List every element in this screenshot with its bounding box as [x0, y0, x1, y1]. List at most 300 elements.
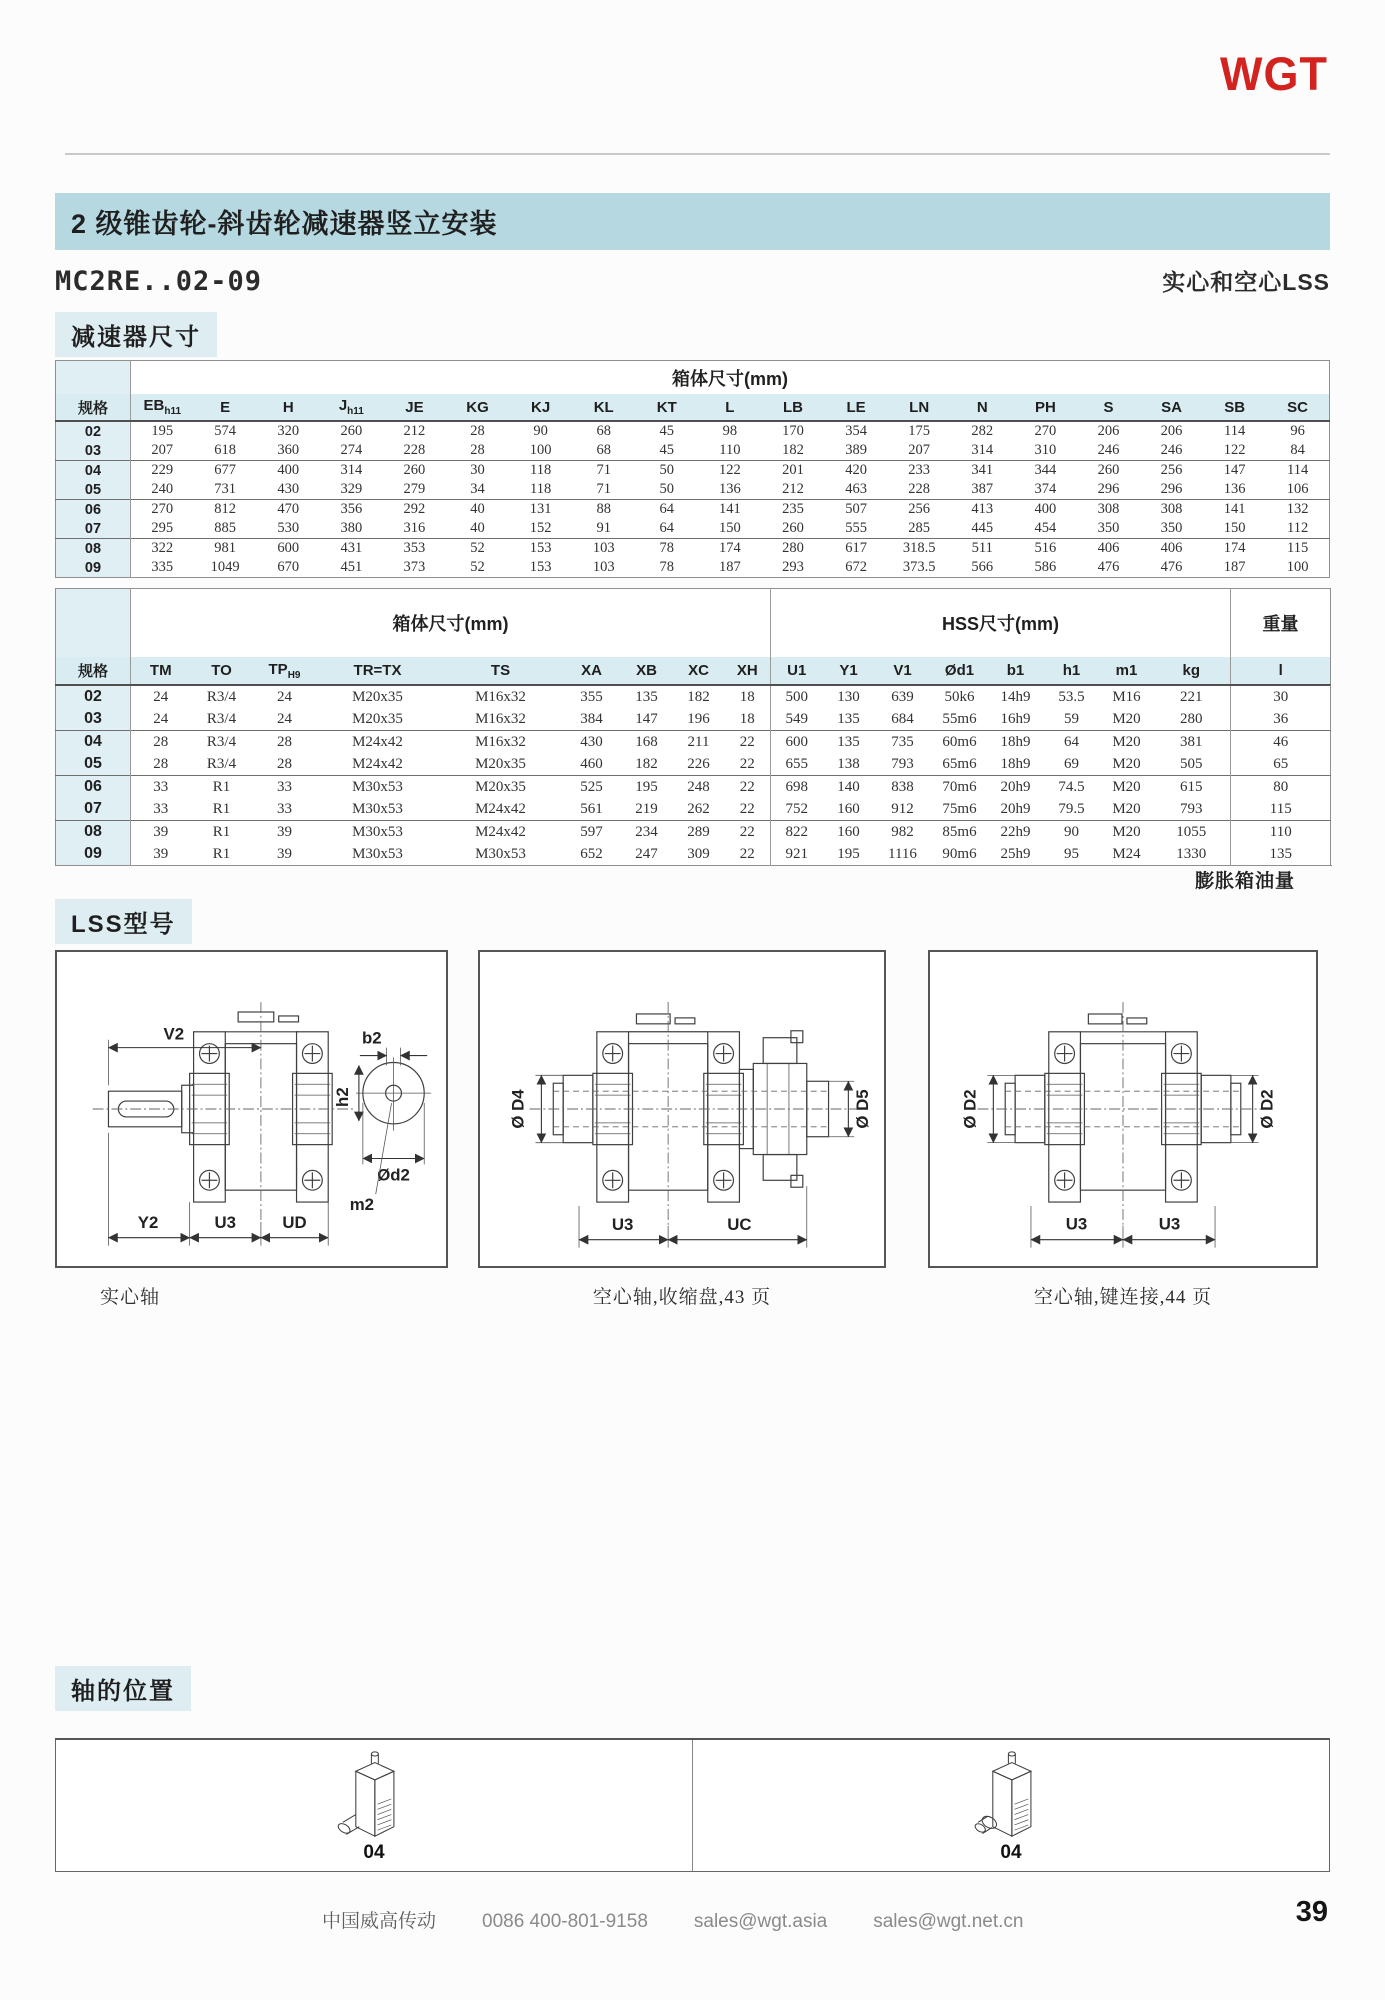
dim-label-od4: Ø D4	[508, 1089, 528, 1129]
data-cell: 384	[580, 710, 603, 727]
model-row	[55, 264, 1330, 297]
data-cell: 135	[1231, 843, 1331, 866]
data-cell: 50	[659, 481, 675, 497]
column-header-cell: KT	[635, 394, 698, 421]
data-cell: 373.5	[902, 559, 936, 575]
data-cell: 45	[659, 423, 675, 439]
data-cell: 212	[403, 423, 426, 439]
data-cell: 981	[194, 539, 257, 559]
data-cell: 207	[131, 441, 194, 461]
column-header-cell: SC	[1266, 394, 1329, 421]
wgt-logo: WGT	[1220, 46, 1328, 101]
data-cell: 289	[673, 821, 725, 844]
data-cell: 247	[635, 845, 658, 862]
data-cell: 60m6	[931, 731, 989, 754]
data-cell: 476	[1160, 559, 1183, 575]
data-cell: 55m6	[942, 710, 977, 727]
data-cell: 131	[509, 500, 572, 520]
column-header-cell: TM	[131, 657, 191, 685]
section-label-shaft-position: 轴的位置	[55, 1666, 191, 1711]
column-header-cell: TS	[439, 657, 563, 685]
spec-cell: 04	[56, 461, 131, 481]
spec-cell: 03	[56, 708, 131, 731]
data-cell: 71	[596, 481, 611, 497]
column-header-cell: XC	[673, 657, 725, 685]
data-cell: 387	[971, 481, 994, 497]
solid-shaft-diagram	[55, 950, 448, 1268]
column-header-cell: $EB_{h11}$	[131, 394, 194, 421]
spec-cell: 06	[56, 776, 131, 799]
column-header-cell: U1	[771, 657, 823, 685]
column-header-cell: PH	[1014, 394, 1077, 421]
data-cell: 314	[971, 442, 994, 458]
data-cell: 256	[888, 500, 951, 520]
data-cell: 20h9	[1000, 800, 1031, 817]
data-cell: 147	[1203, 461, 1266, 481]
column-header-cell: XH	[725, 657, 771, 685]
table-row	[56, 441, 1330, 461]
data-cell: 655	[771, 753, 823, 776]
data-cell: 344	[1014, 461, 1077, 481]
data-cell: 308	[1077, 500, 1140, 520]
dim-label-od2: Ød2	[377, 1165, 410, 1185]
data-cell: 160	[837, 800, 860, 817]
data-cell: 91	[596, 520, 611, 536]
data-cell: 168	[621, 731, 673, 754]
model-code: MC2RE..02-09	[55, 266, 263, 297]
data-cell: 153	[509, 539, 572, 559]
data-cell: M16x32	[475, 688, 526, 705]
data-cell: 1055	[1153, 821, 1231, 844]
data-cell: 341	[951, 461, 1014, 481]
data-cell: 50	[635, 461, 698, 481]
data-cell: M30x53	[317, 821, 439, 844]
column-header-cell: kg	[1153, 657, 1231, 685]
data-cell: 280	[761, 539, 824, 559]
data-cell: 430	[277, 481, 300, 497]
data-cell: M20	[1112, 755, 1141, 772]
data-cell: 219	[635, 800, 658, 817]
data-cell: 246	[1097, 442, 1120, 458]
data-cell: R3/4	[206, 755, 237, 772]
shrink-disc-diagram-col	[478, 950, 886, 1309]
data-cell: 201	[761, 461, 824, 481]
data-cell: 652	[580, 845, 603, 862]
data-cell: M16	[1112, 688, 1141, 705]
spec-cell: 05	[56, 753, 131, 776]
data-cell: 310	[1034, 442, 1057, 458]
data-cell: 600	[257, 539, 320, 559]
data-cell: 90	[533, 423, 548, 439]
data-cell: 617	[825, 539, 888, 559]
group-header-cell: 重量	[1231, 589, 1331, 658]
data-cell: R3/4	[206, 688, 237, 705]
spec-cell: 07	[56, 519, 131, 539]
data-cell: 68	[596, 442, 611, 458]
data-cell: 229	[131, 461, 194, 481]
data-cell: 262	[687, 800, 710, 817]
data-cell: 16h9	[1000, 710, 1031, 727]
data-cell: 25h9	[1000, 845, 1031, 862]
data-cell: 28	[470, 423, 485, 439]
column-header-cell: b1	[989, 657, 1043, 685]
data-cell: 39	[131, 843, 191, 866]
data-cell: 195	[837, 845, 860, 862]
data-cell: 195	[621, 776, 673, 799]
data-cell: 135	[823, 731, 875, 754]
column-header-cell: TO	[191, 657, 253, 685]
data-cell: 100	[529, 442, 552, 458]
spec-cell: 02	[56, 421, 131, 441]
data-cell: 33	[131, 776, 191, 799]
data-cell: 135	[837, 710, 860, 727]
header-divider	[65, 153, 1330, 155]
column-header-cell: TR=TX	[317, 657, 439, 685]
data-cell: 20h9	[989, 776, 1043, 799]
dim-label-v2: V2	[163, 1024, 185, 1044]
data-cell: 350	[1160, 520, 1183, 536]
data-cell: 246	[1160, 442, 1183, 458]
data-cell: 822	[771, 821, 823, 844]
data-cell: 24	[277, 710, 292, 727]
data-cell: M24x42	[317, 731, 439, 754]
data-cell: 33	[253, 776, 317, 799]
data-cell: 360	[277, 442, 300, 458]
data-cell: 279	[403, 481, 426, 497]
data-cell: 141	[1203, 500, 1266, 520]
data-cell: 752	[771, 798, 823, 821]
data-cell: 130	[837, 688, 860, 705]
data-cell: 234	[621, 821, 673, 844]
data-cell: 70m6	[931, 776, 989, 799]
data-cell: 22h9	[989, 821, 1043, 844]
data-cell: 463	[845, 481, 867, 497]
data-cell: 226	[687, 755, 710, 772]
data-cell: 731	[214, 481, 237, 497]
data-cell: 187	[1223, 559, 1246, 575]
data-cell: 309	[687, 845, 710, 862]
data-cell: 118	[530, 481, 552, 497]
data-cell: 36	[1231, 708, 1331, 731]
data-cell: 400	[257, 461, 320, 481]
data-cell: R1	[191, 776, 253, 799]
data-cell: 206	[1097, 423, 1120, 439]
footer-email-asia: sales@wgt.asia	[693, 1911, 828, 1932]
housing-dimensions-table-wrap	[55, 360, 1330, 578]
table-row	[56, 480, 1330, 500]
data-cell: 406	[1140, 539, 1203, 559]
data-cell: 280	[1180, 710, 1203, 727]
dim-label-h2: h2	[333, 1087, 353, 1107]
data-cell: 170	[782, 423, 804, 439]
column-header-cell: KJ	[509, 394, 572, 421]
data-cell: M20x35	[439, 776, 563, 799]
data-cell: 28	[253, 731, 317, 754]
data-cell: 110	[719, 442, 741, 458]
data-cell: 597	[563, 821, 621, 844]
table-row	[56, 558, 1330, 578]
data-cell: 1049	[210, 559, 240, 575]
data-cell: M20	[1112, 710, 1141, 727]
data-cell: 112	[1286, 520, 1309, 536]
data-cell: 196	[687, 710, 710, 727]
data-cell: 18h9	[989, 731, 1043, 754]
data-cell: 160	[823, 821, 875, 844]
data-cell: 152	[529, 520, 552, 536]
solid-shaft-drawing	[57, 952, 446, 1266]
data-cell: 476	[1097, 559, 1120, 575]
column-header-cell: LB	[761, 394, 824, 421]
dim-label-od2-left: Ø D2	[960, 1089, 980, 1129]
data-cell: 295	[131, 519, 194, 539]
data-cell: 22	[739, 800, 755, 817]
data-cell: 141	[698, 500, 761, 520]
table-row	[56, 798, 1331, 821]
data-cell: 64	[635, 500, 698, 520]
solid-shaft-diagram-col	[55, 950, 448, 1309]
data-cell: 74.5	[1043, 776, 1101, 799]
column-header-cell: KG	[446, 394, 509, 421]
data-cell: 221	[1180, 688, 1203, 705]
data-cell: 65	[1231, 753, 1331, 776]
spec-header-cell: 规格	[56, 657, 131, 685]
data-cell: 430	[563, 731, 621, 754]
dim-label-u3: U3	[214, 1212, 237, 1232]
data-cell: 618	[214, 442, 237, 458]
data-cell: 233	[888, 461, 951, 481]
data-cell: 406	[1077, 539, 1140, 559]
data-cell: 431	[320, 539, 383, 559]
column-header-cell: $TP_{H9}$	[253, 657, 317, 685]
section-label-lss-type: LSS型号	[55, 899, 192, 944]
data-cell: R1	[191, 821, 253, 844]
data-cell: M24	[1112, 845, 1141, 862]
data-cell: 150	[1223, 520, 1246, 536]
data-cell: 182	[687, 688, 710, 705]
data-cell: M24x42	[475, 800, 526, 817]
table-row	[56, 461, 1330, 481]
data-cell: 511	[951, 539, 1014, 559]
solid-shaft-caption: 实心轴	[100, 1287, 161, 1308]
shaft-position-label-1: 04	[363, 1842, 385, 1863]
data-cell: 18	[739, 710, 755, 727]
spec-cell: 08	[56, 821, 131, 844]
data-cell: 308	[1140, 500, 1203, 520]
data-cell: M20x35	[352, 688, 403, 705]
data-cell: 110	[1231, 821, 1331, 844]
data-cell: 400	[1014, 500, 1077, 520]
footer	[322, 1906, 1023, 1933]
data-cell: 355	[580, 688, 603, 705]
housing-hss-dimensions-table	[55, 588, 1331, 866]
column-header-cell: m1	[1101, 657, 1153, 685]
data-cell: 65m6	[942, 755, 977, 772]
column-header-cell: KL	[572, 394, 635, 421]
data-cell: 555	[845, 520, 867, 536]
keyed-shaft-diagram	[928, 950, 1318, 1268]
data-cell: 22	[739, 845, 755, 862]
column-header-cell: H	[257, 394, 320, 421]
data-cell: 282	[971, 423, 994, 439]
data-cell: 22	[725, 776, 771, 799]
data-cell: 812	[194, 500, 257, 520]
data-cell: 78	[635, 539, 698, 559]
data-cell: 28	[131, 731, 191, 754]
column-header-cell: S	[1077, 394, 1140, 421]
table-row	[56, 539, 1330, 559]
data-cell: 207	[908, 442, 931, 458]
data-cell: 314	[320, 461, 383, 481]
data-cell: 52	[446, 539, 509, 559]
data-cell: 85m6	[931, 821, 989, 844]
data-cell: 39	[277, 845, 292, 862]
footer-email-cn: sales@wgt.net.cn	[873, 1911, 1024, 1932]
data-cell: 118	[509, 461, 572, 481]
data-cell: 296	[1160, 481, 1183, 497]
dim-label-uc: UC	[727, 1214, 752, 1234]
data-cell: R3/4	[206, 710, 237, 727]
data-cell: 50k6	[944, 688, 975, 705]
data-cell: M20	[1112, 800, 1141, 817]
data-cell: R3/4	[191, 731, 253, 754]
column-header-cell: V1	[875, 657, 931, 685]
footer-phone: 0086 400-801-9158	[482, 1911, 648, 1932]
dim-label-u3-left: U3	[1065, 1214, 1088, 1234]
table-row	[56, 753, 1331, 776]
data-cell: 525	[563, 776, 621, 799]
data-cell: 78	[659, 559, 675, 575]
data-cell: 79.5	[1058, 800, 1085, 817]
column-header-cell: $J_{h11}$	[320, 394, 383, 421]
data-cell: 24	[277, 688, 292, 705]
data-cell: 14h9	[1000, 688, 1031, 705]
data-cell: 793	[891, 755, 914, 772]
spec-cell: 05	[56, 480, 131, 500]
data-cell: 33	[277, 800, 292, 817]
data-cell: 175	[908, 423, 931, 439]
data-cell: 270	[1034, 423, 1057, 439]
data-cell: 389	[845, 442, 867, 458]
column-header-cell: h1	[1043, 657, 1101, 685]
spec-corner-cell	[56, 361, 131, 395]
column-header-cell: SA	[1140, 394, 1203, 421]
column-header-cell: LN	[888, 394, 951, 421]
data-cell: 34	[470, 481, 485, 497]
data-cell: 574	[214, 423, 237, 439]
dim-label-u3: U3	[611, 1214, 634, 1234]
column-header-cell: LE	[825, 394, 888, 421]
data-cell: 136	[1223, 481, 1246, 497]
data-cell: 260	[1077, 461, 1140, 481]
data-cell: 195	[131, 421, 194, 441]
table-row	[56, 843, 1331, 866]
keyed-shaft-caption: 空心轴,键连接,44 页	[1033, 1287, 1213, 1308]
data-cell: 677	[194, 461, 257, 481]
group-header-cell: HSS尺寸(mm)	[771, 589, 1231, 658]
data-cell: 153	[529, 559, 552, 575]
data-cell: 316	[403, 520, 426, 536]
data-cell: 885	[214, 520, 237, 536]
data-cell: 507	[825, 500, 888, 520]
spec-cell: 09	[56, 558, 131, 578]
data-cell: 96	[1290, 423, 1305, 439]
column-header-cell: Ød1	[931, 657, 989, 685]
data-cell: 18h9	[1000, 755, 1031, 772]
data-cell: 40	[446, 500, 509, 520]
data-cell: 53.5	[1058, 688, 1085, 705]
data-cell: 285	[908, 520, 931, 536]
data-cell: 270	[131, 500, 194, 520]
data-cell: 561	[580, 800, 603, 817]
data-cell: 147	[635, 710, 658, 727]
data-cell: 88	[572, 500, 635, 520]
shaft-position-label-2: 04	[1000, 1842, 1022, 1863]
data-cell: 615	[1153, 776, 1231, 799]
data-cell: 982	[875, 821, 931, 844]
shaft-position-drawing-1	[335, 1747, 413, 1844]
data-cell: 454	[1034, 520, 1057, 536]
shaft-position-box	[55, 1738, 1330, 1872]
data-cell: 460	[580, 755, 603, 772]
shrink-disc-diagram	[478, 950, 886, 1268]
table-row	[56, 421, 1330, 441]
data-cell: 100	[1286, 559, 1309, 575]
data-cell: 28	[277, 755, 292, 772]
data-cell: 22	[739, 755, 755, 772]
spec-cell: 09	[56, 843, 131, 866]
data-cell: 18	[739, 688, 755, 705]
data-cell: 260	[782, 520, 804, 536]
expansion-tank-oil-note: 膨胀箱油量	[1194, 871, 1295, 892]
table-row	[56, 731, 1331, 754]
data-cell: 211	[673, 731, 725, 754]
data-cell: 445	[971, 520, 994, 536]
data-cell: 793	[1180, 800, 1203, 817]
data-cell: 68	[596, 423, 611, 439]
data-cell: 530	[277, 520, 300, 536]
data-cell: 114	[1266, 461, 1329, 481]
table-row	[56, 776, 1331, 799]
data-cell: 921	[771, 843, 823, 866]
dim-label-b2: b2	[361, 1028, 382, 1048]
data-cell: 98	[722, 423, 738, 439]
data-cell: 122	[1223, 442, 1246, 458]
data-cell: 320	[277, 423, 300, 439]
table-row	[56, 519, 1330, 539]
data-cell: 684	[891, 710, 914, 727]
data-cell: 500	[771, 685, 823, 708]
data-cell: 292	[383, 500, 446, 520]
data-cell: 106	[1286, 481, 1309, 497]
data-cell: 59	[1064, 710, 1079, 727]
data-cell: 22	[725, 731, 771, 754]
data-cell: M30x53	[317, 776, 439, 799]
spec-corner-cell	[56, 589, 131, 658]
data-cell: M20	[1101, 731, 1153, 754]
column-header-cell: JE	[383, 394, 446, 421]
data-cell: 64	[1043, 731, 1101, 754]
data-cell: 735	[875, 731, 931, 754]
data-cell: 90m6	[942, 845, 977, 862]
data-cell: 329	[340, 481, 363, 497]
data-cell: 122	[698, 461, 761, 481]
data-cell: 228	[908, 481, 931, 497]
column-header-cell: XB	[621, 657, 673, 685]
footer-company: 中国威高传动	[322, 1911, 437, 1932]
column-header-cell: Y1	[823, 657, 875, 685]
data-cell: R1	[212, 800, 231, 817]
dim-label-ud: UD	[282, 1212, 307, 1232]
